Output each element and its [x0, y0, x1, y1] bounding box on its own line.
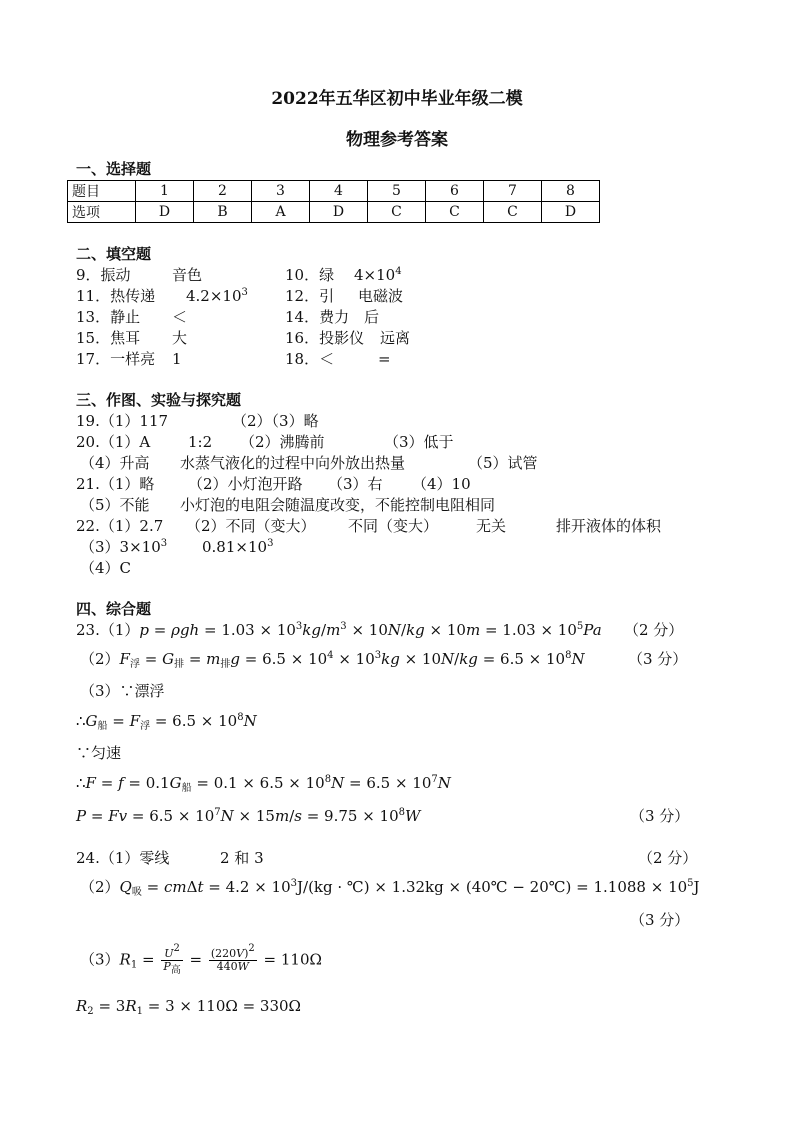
fill-item-11-b: $4.2\times 10^3$ [186, 287, 248, 305]
answer-20d: （3）低于 [384, 433, 454, 451]
table-cell: B [194, 202, 252, 223]
q24-2-score: （3 分） [630, 911, 690, 929]
table-cell: 8 [542, 181, 600, 202]
table-cell: D [136, 202, 194, 223]
fill-item-14-b: 后 [364, 308, 380, 326]
q23-3-uniform: ∵匀速 [76, 744, 122, 762]
table-cell: 2 [194, 181, 252, 202]
answer-20g: （5）试管 [468, 454, 538, 472]
q24-1-score: （2 分） [638, 849, 698, 867]
q23-3-score: （3 分） [630, 807, 690, 825]
fill-item-13-b: ＜ [172, 308, 188, 326]
table-cell: 7 [484, 181, 542, 202]
fill-item-10-b: $4\times 10^4$ [354, 266, 402, 284]
q24-3-r2: $R_2 = 3R_1 = 3 \times 110\Omega = 330\Omega$ [76, 997, 301, 1017]
section-heading-3: 三、作图、实验与探究题 [76, 391, 242, 409]
fraction: $\frac{U^2}{P_高}$ [163, 943, 181, 977]
q24-1: 24.（1）零线 [76, 849, 170, 867]
table-cell: C [368, 202, 426, 223]
q24-3-formula: $(3)R_1$ = $\frac{U^2}{P_高}$ = $\frac{(220V)^2}{440W}$ = 110Ω [80, 943, 322, 977]
answer-22: 22.（1）2.7 [76, 517, 164, 535]
fill-item-15-b: 大 [172, 329, 188, 347]
fill-item-18-b: = [378, 350, 391, 368]
fill-item-10: 10．绿 [285, 266, 335, 284]
answer-20f: 水蒸气液化的过程中向外放出热量 [180, 454, 406, 472]
answer-21f: 小灯泡的电阻会随温度改变，不能控制电阻相同 [180, 496, 496, 514]
fill-item-11: 11．热传递 [76, 287, 156, 305]
answer-22g: $0.81\times 10^3$ [202, 538, 274, 556]
q23-3-g-ship: $\therefore G_船 = F_浮 = 6.5 \times 10^8N$ [76, 712, 257, 732]
q23-3-text: （3）∵漂浮 [80, 682, 165, 700]
fill-item-15: 15．焦耳 [76, 329, 141, 347]
answer-21b: （2）小灯泡开路 [188, 475, 303, 493]
answer-21: 21.（1）略 [76, 475, 155, 493]
table-cell: D [310, 202, 368, 223]
fill-item-18: 18．＜ [285, 350, 335, 368]
table-cell: 5 [368, 181, 426, 202]
answer-21c: （3）右 [328, 475, 383, 493]
answer-20c: （2）沸腾前 [240, 433, 325, 451]
q23-1-formula: $23.(1)p = \rho gh = 1.03 \times 10^3kg/m^3 \times 10N/kg \times 10m = 1.03 \times 10^5Pa$ [76, 621, 602, 639]
q24-1b: 2 和 3 [220, 849, 264, 867]
table-cell: 题目 [68, 181, 136, 202]
answer-19: 19.（1）117 [76, 412, 169, 430]
fill-item-13: 13．静止 [76, 308, 141, 326]
table-cell: 4 [310, 181, 368, 202]
section-heading-2: 二、填空题 [76, 245, 152, 263]
table-cell: 3 [252, 181, 310, 202]
answer-22f: $(3)3\times 10^3$ [80, 538, 168, 556]
fill-item-14: 14．费力 [285, 308, 350, 326]
section-heading-4: 四、综合题 [76, 600, 152, 618]
answer-22e: 排开液体的体积 [556, 517, 662, 535]
answer-20e: （4）升高 [80, 454, 150, 472]
fraction: $\frac{(220V)^2}{440W}$ [210, 943, 255, 974]
answer-21d: （4）10 [412, 475, 471, 493]
answer-22h: （4）C [80, 559, 132, 577]
table-cell: C [426, 202, 484, 223]
table-row [68, 181, 600, 202]
answer-table [67, 180, 600, 223]
fill-item-17-b: 1 [172, 350, 182, 368]
q24-2-formula: $(2)Q_吸 = cm\Delta t = 4.2 \times 10^3J/(kg$ · ℃) × 1.32kg × (40℃ − 20℃) = $1.1088 \times 10^5J$ [80, 878, 700, 898]
answer-19b: （2）（3）略 [232, 412, 319, 430]
table-row [68, 202, 600, 223]
section-heading-1: 一、选择题 [76, 160, 152, 178]
fill-item-9: 9．振动 [76, 266, 131, 284]
page-title: 2022年五华区初中毕业年级二模 [271, 89, 523, 109]
table-cell: A [252, 202, 310, 223]
answer-21e: （5）不能 [80, 496, 150, 514]
page-subtitle: 物理参考答案 [346, 130, 448, 150]
fill-item-16-b: 远离 [380, 329, 411, 347]
fill-item-12: 12．引 [285, 287, 335, 305]
fill-item-16: 16．投影仪 [285, 329, 365, 347]
fill-item-17: 17．一样亮 [76, 350, 156, 368]
answer-20: 20.（1）A [76, 433, 151, 451]
answer-22b: （2）不同（变大） [186, 517, 316, 535]
table-cell: C [484, 202, 542, 223]
answer-22c: 不同（变大） [348, 517, 439, 535]
table-cell: 6 [426, 181, 484, 202]
q23-1-score: （2 分） [624, 621, 684, 639]
q23-3-power: $P = Fv = 6.5 \times 10^7N \times 15m/s = 9.75 \times 10^8W$ [76, 807, 421, 825]
q23-3-force: ∴F = $f = 0.1G_船 = 0.1 \times 6.5 \times 10^8N = 6.5 \times 10^7N$ [76, 774, 451, 794]
fill-item-12-b: 电磁波 [358, 287, 404, 305]
answer-20b: 1:2 [188, 433, 213, 451]
q23-2-formula: $(2)F_浮 = G_排 = m_排g = 6.5 \times 10^4 \times 10^3kg \times 10N/kg = 6.5 \times 10^8N$ [80, 650, 585, 670]
answer-22d: 无关 [476, 517, 507, 535]
q23-2-score: （3 分） [628, 650, 688, 668]
table-cell: 1 [136, 181, 194, 202]
table-cell: 选项 [68, 202, 136, 223]
fill-item-9-b: 音色 [172, 266, 203, 284]
table-cell: D [542, 202, 600, 223]
